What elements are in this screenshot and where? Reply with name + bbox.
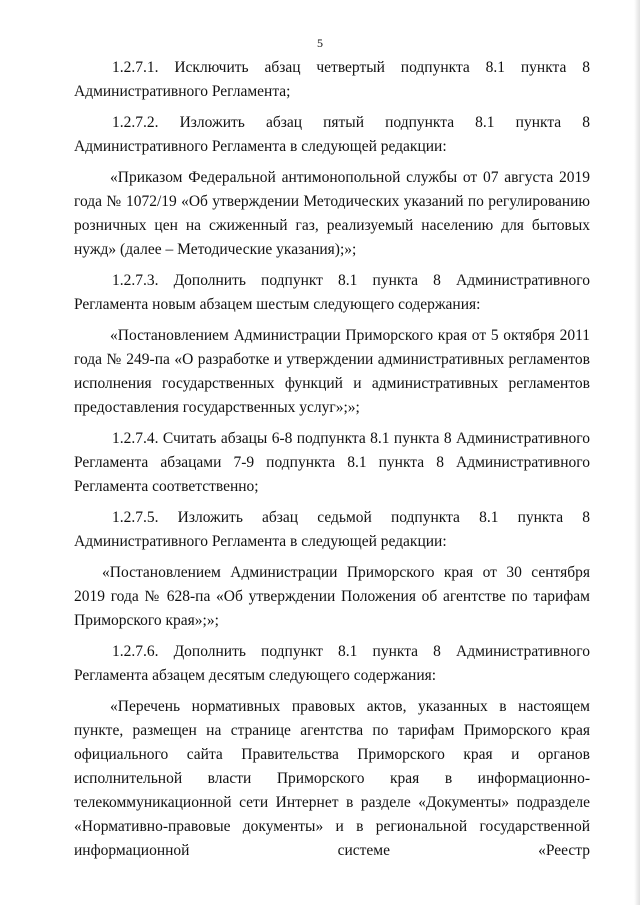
quoted-paragraph-list-of-acts: «Перечень нормативных правовых актов, указанных в настоящем пункте, размещен на странице агентства по тарифам Приморского края официального сайта Правительства Приморского края и органов исполнительной власти Приморского края в информационно-телекоммуникационной сети Интернет в разделе «Документы» подразделе «Нормативно-правовые документы» и в региональной государственной информационной системе «Реестр <box>74 698 590 859</box>
page-number: 5 <box>317 36 323 50</box>
paragraph-1-2-7-3: 1.2.7.3. Дополнить подпункт 8.1 пункта 8 Административного Регламента новым абзацем шестым следующего содержания: <box>74 272 590 313</box>
quoted-paragraph-resolution-249: «Постановлением Администрации Приморского края от 5 октября 2011 года № 249-па «О разработке и утверждении административных регламентов исполнения государственных функций и административных регламентов предоставления государственных услуг»;»; <box>74 327 590 416</box>
paragraph-1-2-7-4: 1.2.7.4. Считать абзацы 6-8 подпункта 8.1 пункта 8 Административного Регламента абзацами 7-9 подпункта 8.1 пункта 8 Административного Регламента соответственно; <box>74 430 590 495</box>
scan-edge-shadow <box>634 0 640 905</box>
quoted-paragraph-resolution-628: «Постановлением Администрации Приморского края от 30 сентября 2019 года № 628-па «Об утверждении Положения об агентстве по тарифам Приморского края»;»; <box>74 564 590 629</box>
paragraph-1-2-7-5: 1.2.7.5. Изложить абзац седьмой подпункта 8.1 пункта 8 Административного Регламента в следующей редакции: <box>74 509 590 550</box>
paragraph-1-2-7-2: 1.2.7.2. Изложить абзац пятый подпункта 8.1 пункта 8 Административного Регламента в следующей редакции: <box>74 114 590 155</box>
document-body <box>74 56 590 870</box>
paragraph-1-2-7-6: 1.2.7.6. Дополнить подпункт 8.1 пункта 8 Административного Регламента абзацем десятым следующего содержания: <box>74 643 590 684</box>
quoted-paragraph-fas-order: «Приказом Федеральной антимонопольной службы от 07 августа 2019 года № 1072/19 «Об утверждении Методических указаний по регулированию розничных цен на сжиженный газ, реализуемый населению для бытовых нужд» (далее – Методические указания);»; <box>74 169 590 258</box>
paragraph-1-2-7-1: 1.2.7.1. Исключить абзац четвертый подпункта 8.1 пункта 8 Административного Регламента; <box>74 59 590 100</box>
